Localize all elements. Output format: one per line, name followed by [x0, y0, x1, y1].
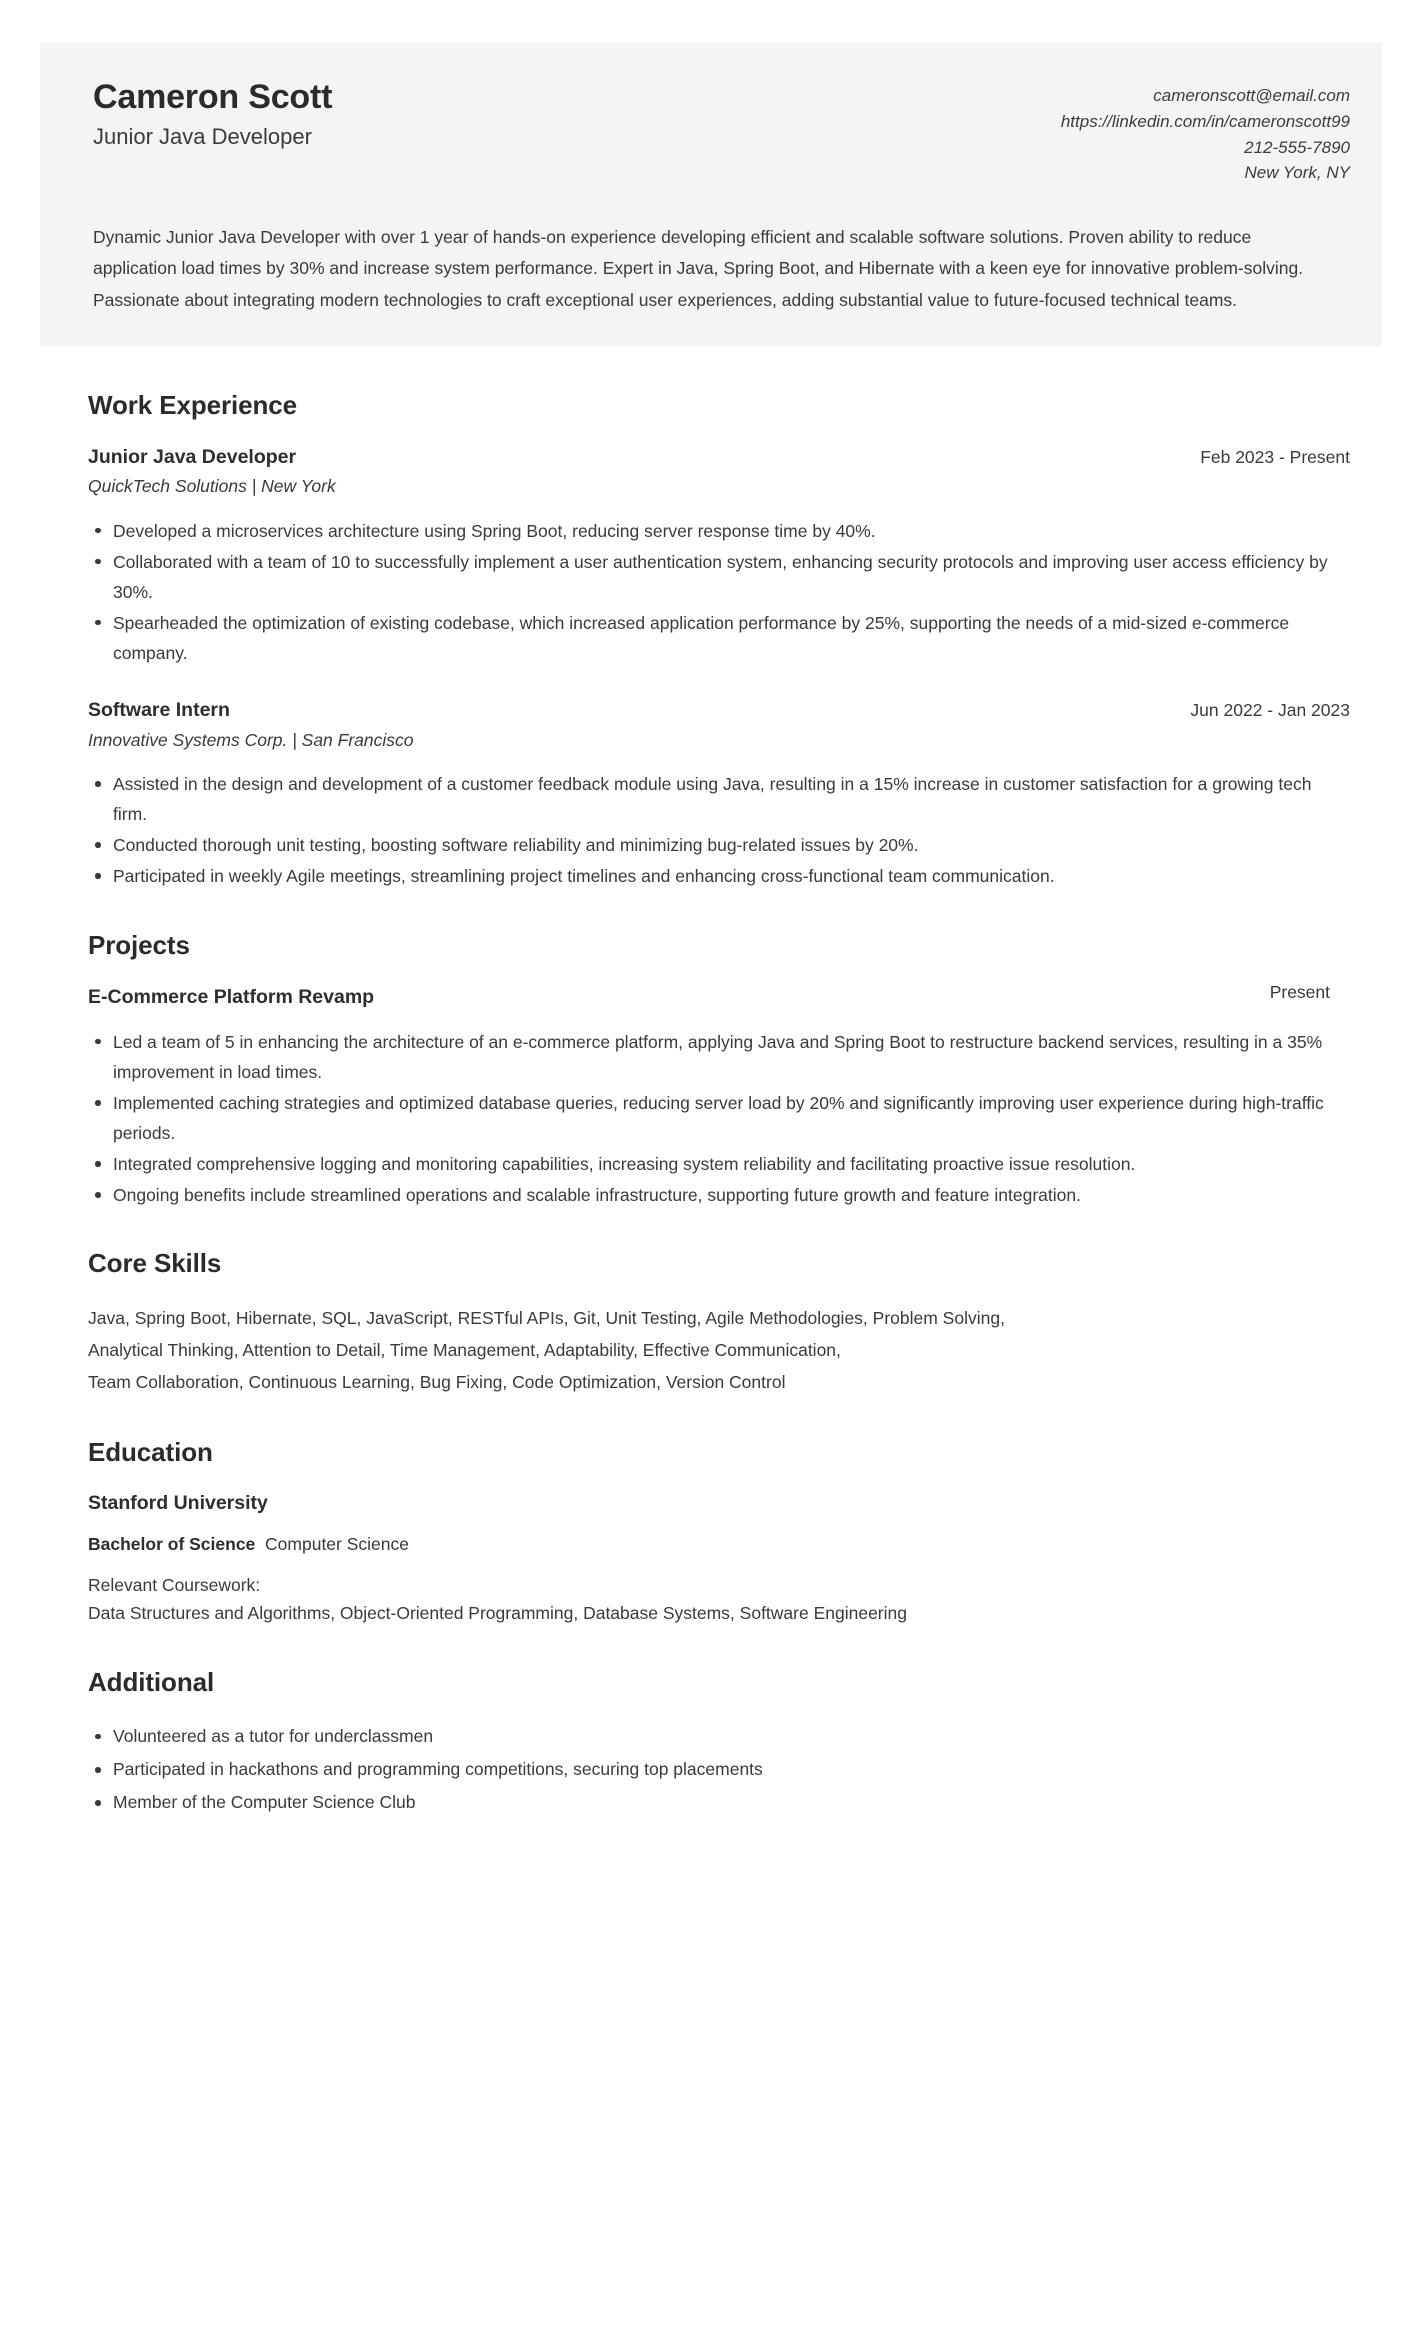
- section-core-skills: [88, 1248, 1350, 1399]
- education-school: Stanford University: [88, 1491, 268, 1514]
- bullet-item: Collaborated with a team of 10 to successfully implement a user authentication system, enhancing security protocols and improving user access efficiency by 30%.: [88, 547, 1350, 607]
- project-entry-date: Present: [1269, 981, 1330, 1002]
- work-entry-head: [88, 445, 1350, 470]
- bullet-item: Participated in weekly Agile meetings, streamlining project timelines and enhancing cross-functional team communication.: [88, 861, 1350, 891]
- section-heading-skills: Core Skills: [88, 1248, 222, 1279]
- work-entry-bullets: [88, 769, 1350, 891]
- project-entry-head: [88, 981, 1350, 1010]
- bullet-item: Ongoing benefits include streamlined operations and scalable infrastructure, supporting future growth and feature integration.: [88, 1180, 1350, 1210]
- work-entry: [88, 445, 1350, 668]
- section-additional: [88, 1667, 1350, 1817]
- resume-page: [0, 43, 1422, 2344]
- work-entry-date: Feb 2023 - Present: [1200, 446, 1350, 467]
- contact-block: [1061, 76, 1350, 186]
- work-entry-date: Jun 2022 - Jan 2023: [1190, 700, 1350, 721]
- candidate-job-title: Junior Java Developer: [93, 124, 312, 150]
- skills-line: Analytical Thinking, Attention to Detail, Time Management, Adaptability, Effective Communication,: [88, 1340, 841, 1361]
- skills-line: Java, Spring Boot, Hibernate, SQL, JavaScript, RESTful APIs, Git, Unit Testing, Agile Methodologies, Problem Solving,: [88, 1308, 1005, 1329]
- section-heading-work: Work Experience: [88, 389, 298, 420]
- work-entry-head: [88, 698, 1350, 723]
- bullet-item: Member of the Computer Science Club: [88, 1788, 1350, 1816]
- work-entry-bullets: [88, 516, 1350, 668]
- bullet-item: Developed a microservices architecture using Spring Boot, reducing server response time by 40%.: [88, 516, 1350, 546]
- bullet-item: Spearheaded the optimization of existing codebase, which increased application performance by 25%, supporting the needs of a mid-sized e-commerce company.: [88, 608, 1350, 668]
- bullet-item: Implemented caching strategies and optimized database queries, reducing server load by 20% and significantly improving user experience during high-traffic periods.: [88, 1088, 1350, 1148]
- contact-linkedin[interactable]: https://linkedin.com/in/cameronscott99: [1060, 111, 1350, 131]
- bullet-item: Conducted thorough unit testing, boosting software reliability and minimizing bug-related issues by 20%.: [88, 830, 1350, 860]
- bullet-item: Integrated comprehensive logging and monitoring capabilities, increasing system reliability and facilitating proactive issue resolution.: [88, 1149, 1350, 1179]
- skills-list: [88, 1303, 1350, 1399]
- project-entry-title: E-Commerce Platform Revamp: [88, 985, 375, 1008]
- contact-location: New York, NY: [1244, 163, 1350, 183]
- project-entry-bullets: [88, 1027, 1350, 1211]
- work-entry: [88, 698, 1350, 891]
- work-entry-title: Software Intern: [88, 699, 230, 722]
- section-heading-education: Education: [88, 1436, 213, 1467]
- section-education: [88, 1437, 1350, 1627]
- section-heading-projects: Projects: [88, 929, 190, 960]
- education-coursework-label: Relevant Coursework:: [88, 1575, 261, 1596]
- contact-email[interactable]: cameronscott@email.com: [1153, 86, 1350, 105]
- skills-line: Team Collaboration, Continuous Learning, Bug Fixing, Code Optimization, Version Control: [88, 1372, 786, 1393]
- work-entry-title: Junior Java Developer: [88, 445, 297, 468]
- contact-phone[interactable]: 212-555-7890: [1244, 137, 1350, 157]
- resume-header: [40, 43, 1382, 346]
- bullet-item: Participated in hackathons and programming competitions, securing top placements: [88, 1755, 1350, 1783]
- professional-summary: Dynamic Junior Java Developer with over 1 year of hands-on experience developing efficient and scalable software solutions. Proven ability to reduce application load times by 30% and increase system performance. Expert in Java, Spring Boot, and Hibernate with a keen eye for innovative problem-solving. Passionate about integrating modern technologies to craft exceptional user experiences, adding substantial value to future-focused technical teams.: [93, 227, 1304, 310]
- education-major: Computer Science: [265, 1533, 409, 1554]
- project-entry: [88, 981, 1350, 1211]
- section-work-experience: [88, 390, 1350, 892]
- section-projects: [88, 930, 1350, 1211]
- additional-bullets: [88, 1722, 1350, 1817]
- resume-body: [0, 390, 1422, 1817]
- education-coursework-list: Data Structures and Algorithms, Object-Oriented Programming, Database Systems, Software Engineering: [88, 1602, 907, 1623]
- bullet-item: Volunteered as a tutor for underclassmen: [88, 1722, 1350, 1750]
- work-entry-subtitle: QuickTech Solutions | New York: [88, 476, 336, 497]
- bullet-item: Led a team of 5 in enhancing the architecture of an e-commerce platform, applying Java and Spring Boot to restructure backend services, resulting in a 35% improvement in load times.: [88, 1027, 1350, 1087]
- identity-block: [93, 76, 332, 151]
- bullet-item: Assisted in the design and development of a customer feedback module using Java, resulting in a 15% increase in customer satisfaction for a growing tech firm.: [88, 769, 1350, 829]
- education-degree: Bachelor of Science: [88, 1533, 256, 1554]
- candidate-name: Cameron Scott: [93, 78, 333, 116]
- section-heading-additional: Additional: [88, 1666, 215, 1697]
- education-degree-row: [88, 1532, 1350, 1557]
- header-top-row: [93, 76, 1350, 186]
- work-entry-subtitle: Innovative Systems Corp. | San Francisco: [88, 729, 414, 750]
